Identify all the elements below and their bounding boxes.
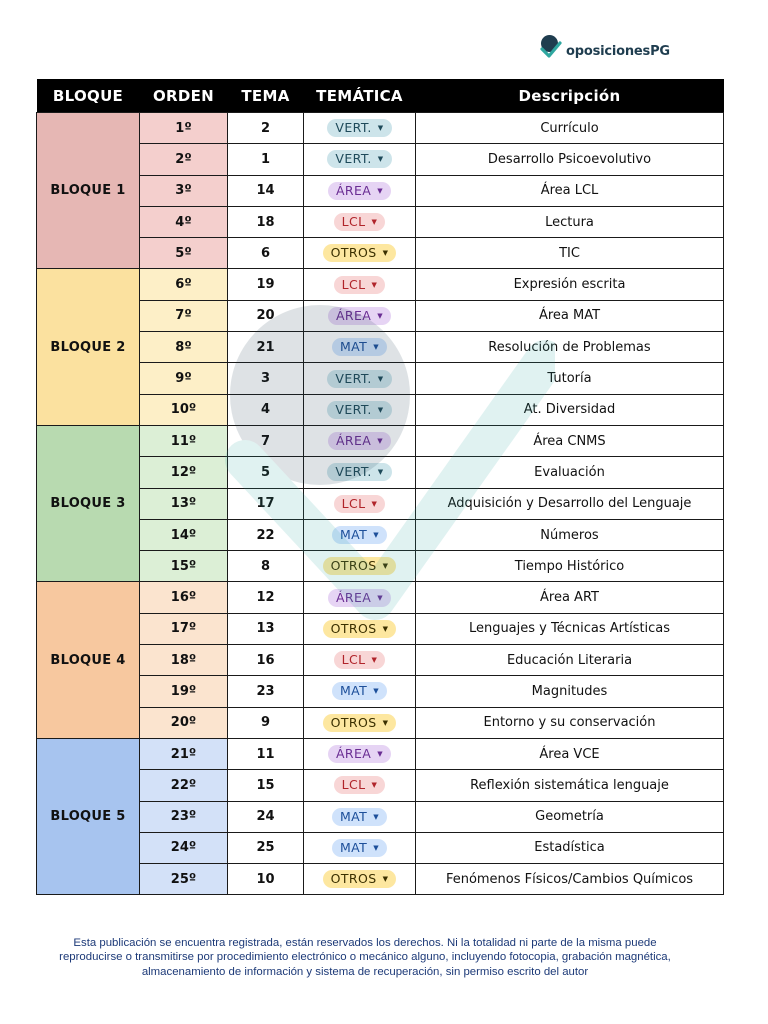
copyright-line-3: almacenamiento de información y sistema de recuperación, sin permiso escrito del autor	[141, 965, 589, 978]
caret-down-icon: ▼	[382, 875, 389, 884]
tematica-cell	[304, 707, 416, 738]
tematica-dropdown[interactable]	[328, 307, 391, 325]
tematica-cell	[304, 738, 416, 769]
tema-cell: 22	[228, 519, 304, 550]
tema-cell: 24	[228, 801, 304, 832]
tema-cell: 17	[228, 488, 304, 519]
tematica-dropdown[interactable]	[332, 808, 387, 826]
table-row	[37, 551, 724, 582]
tematica-dropdown[interactable]	[323, 620, 397, 638]
descripcion-cell: Lectura	[416, 206, 724, 237]
descripcion-cell: At. Diversidad	[416, 394, 724, 425]
tematica-cell	[304, 864, 416, 895]
descripcion-cell: Área CNMS	[416, 425, 724, 456]
tematica-dropdown[interactable]	[327, 150, 391, 168]
caret-down-icon: ▼	[373, 843, 379, 852]
tematica-cell	[304, 300, 416, 331]
tematica-cell	[304, 457, 416, 488]
tematica-dropdown[interactable]	[334, 213, 386, 231]
orden-cell: 25º	[140, 864, 228, 895]
orden-cell: 9º	[140, 363, 228, 394]
tematica-dropdown[interactable]	[332, 839, 387, 857]
descripcion-cell: Desarrollo Psicoevolutivo	[416, 144, 724, 175]
tema-cell: 9	[228, 707, 304, 738]
caret-down-icon: ▼	[371, 218, 378, 227]
tema-cell: 10	[228, 864, 304, 895]
descripcion-cell: Currículo	[416, 113, 724, 144]
bloque-label: BLOQUE 5	[37, 738, 140, 894]
table-row	[37, 582, 724, 613]
orden-cell: 24º	[140, 832, 228, 863]
temario-table	[36, 79, 724, 895]
table-row	[37, 645, 724, 676]
tematica-value: MAT	[340, 339, 368, 355]
bloque-label: BLOQUE 3	[37, 425, 140, 581]
tema-cell: 16	[228, 645, 304, 676]
caret-down-icon: ▼	[382, 249, 389, 258]
table-row	[37, 144, 724, 175]
tema-cell: 5	[228, 457, 304, 488]
orden-cell: 5º	[140, 238, 228, 269]
tematica-dropdown[interactable]	[328, 745, 391, 763]
tematica-cell	[304, 113, 416, 144]
tematica-value: LCL	[341, 214, 366, 230]
tematica-value: VERT.	[335, 464, 372, 480]
descripcion-cell: TIC	[416, 238, 724, 269]
tematica-dropdown[interactable]	[327, 370, 391, 388]
caret-down-icon: ▼	[373, 687, 379, 696]
tematica-value: OTROS	[330, 714, 377, 730]
tematica-value: MAT	[340, 839, 368, 855]
tematica-value: LCL	[341, 495, 366, 511]
caret-down-icon: ▼	[377, 468, 384, 477]
orden-cell: 23º	[140, 801, 228, 832]
table-row	[37, 488, 724, 519]
caret-down-icon: ▼	[373, 343, 379, 352]
tematica-cell	[304, 613, 416, 644]
descripcion-cell: Tutoría	[416, 363, 724, 394]
table-row	[37, 425, 724, 456]
header-bloque: BLOQUE	[37, 79, 140, 113]
descripcion-cell: Reflexión sistemática lenguaje	[416, 770, 724, 801]
tematica-cell	[304, 676, 416, 707]
table-row	[37, 394, 724, 425]
table-row	[37, 300, 724, 331]
tematica-cell	[304, 519, 416, 550]
header-tematica: TEMÁTICA	[304, 79, 416, 113]
caret-down-icon: ▼	[371, 656, 378, 665]
tema-cell: 2	[228, 113, 304, 144]
tema-cell: 1	[228, 144, 304, 175]
tematica-cell	[304, 144, 416, 175]
copyright-line-1: Esta publicación se encuentra registrada, están reservados los derechos. Ni la totalidad ni parte de la misma puede	[73, 937, 657, 949]
tematica-cell	[304, 801, 416, 832]
tematica-cell	[304, 832, 416, 863]
orden-cell: 12º	[140, 457, 228, 488]
tematica-cell	[304, 582, 416, 613]
caret-down-icon: ▼	[377, 437, 384, 446]
orden-cell: 6º	[140, 269, 228, 300]
logo-pg: PG	[650, 43, 670, 59]
table-row	[37, 238, 724, 269]
table-row	[37, 519, 724, 550]
tematica-dropdown[interactable]	[334, 651, 386, 669]
tematica-cell	[304, 269, 416, 300]
tematica-dropdown[interactable]	[328, 432, 391, 450]
descripcion-cell: Área MAT	[416, 300, 724, 331]
table-row	[37, 738, 724, 769]
descripcion-cell: Área VCE	[416, 738, 724, 769]
tematica-value: ÁREA	[335, 182, 372, 198]
tema-cell: 19	[228, 269, 304, 300]
table-row	[37, 113, 724, 144]
caret-down-icon: ▼	[382, 718, 389, 727]
orden-cell: 21º	[140, 738, 228, 769]
tema-cell: 23	[228, 676, 304, 707]
tematica-cell	[304, 363, 416, 394]
tematica-dropdown[interactable]	[334, 276, 386, 294]
tematica-dropdown[interactable]	[332, 526, 387, 544]
orden-cell: 13º	[140, 488, 228, 519]
tematica-value: ÁREA	[335, 307, 372, 323]
table-body	[37, 113, 724, 895]
table-row	[37, 801, 724, 832]
caret-down-icon: ▼	[371, 280, 378, 289]
orden-cell: 19º	[140, 676, 228, 707]
tematica-value: OTROS	[330, 871, 377, 887]
tema-cell: 3	[228, 363, 304, 394]
tematica-value: MAT	[340, 527, 368, 542]
tema-cell: 6	[228, 238, 304, 269]
tematica-dropdown[interactable]	[323, 557, 397, 575]
caret-down-icon: ▼	[377, 405, 384, 414]
bloque-label: BLOQUE 2	[37, 269, 140, 425]
caret-down-icon: ▼	[377, 374, 384, 383]
tematica-value: LCL	[341, 276, 366, 292]
tema-cell: 21	[228, 332, 304, 363]
table-row	[37, 832, 724, 863]
tematica-cell	[304, 488, 416, 519]
tematica-cell	[304, 645, 416, 676]
tematica-value: VERT.	[335, 151, 372, 167]
copyright-notice	[20, 936, 710, 979]
caret-down-icon: ▼	[377, 311, 384, 320]
tematica-value: ÁREA	[335, 746, 372, 762]
tematica-value: ÁREA	[335, 433, 372, 449]
orden-cell: 17º	[140, 613, 228, 644]
caret-down-icon: ▼	[371, 781, 378, 790]
descripcion-cell: Resolución de Problemas	[416, 332, 724, 363]
orden-cell: 2º	[140, 144, 228, 175]
orden-cell: 4º	[140, 206, 228, 237]
table-row	[37, 363, 724, 394]
descripcion-cell: Evaluación	[416, 457, 724, 488]
tematica-value: MAT	[340, 683, 368, 699]
orden-cell: 10º	[140, 394, 228, 425]
tematica-value: MAT	[340, 808, 368, 824]
table-row	[37, 457, 724, 488]
descripcion-cell: Lenguajes y Técnicas Artísticas	[416, 613, 724, 644]
orden-cell: 8º	[140, 332, 228, 363]
header-tema: TEMA	[228, 79, 304, 113]
tematica-value: OTROS	[330, 620, 377, 636]
tematica-cell	[304, 770, 416, 801]
tema-cell: 4	[228, 394, 304, 425]
table-header-row	[37, 79, 724, 113]
descripcion-cell: Adquisición y Desarrollo del Lenguaje	[416, 488, 724, 519]
table-row	[37, 770, 724, 801]
bloque-label: BLOQUE 4	[37, 582, 140, 738]
descripcion-cell: Números	[416, 519, 724, 550]
caret-down-icon: ▼	[377, 186, 384, 195]
caret-down-icon: ▼	[373, 812, 379, 821]
copyright-line-2: reproducirse o transmitirse por procedimiento electrónico o mecánico alguno, incluyendo fotocopia, grabación magnética,	[59, 951, 671, 964]
tematica-dropdown[interactable]	[327, 119, 391, 137]
table-row	[37, 206, 724, 237]
logo-check-icon	[540, 35, 564, 61]
tematica-cell	[304, 425, 416, 456]
tematica-value: VERT.	[335, 120, 372, 136]
table-row	[37, 676, 724, 707]
caret-down-icon: ▼	[371, 499, 378, 508]
bloque-label: BLOQUE 1	[37, 113, 140, 269]
tematica-dropdown[interactable]	[327, 401, 391, 419]
tema-cell: 7	[228, 425, 304, 456]
orden-cell: 22º	[140, 770, 228, 801]
orden-cell: 1º	[140, 113, 228, 144]
caret-down-icon: ▼	[382, 624, 389, 633]
tematica-cell	[304, 175, 416, 206]
tematica-dropdown[interactable]	[332, 338, 387, 356]
header-orden: ORDEN	[140, 79, 228, 113]
descripcion-cell: Geometría	[416, 801, 724, 832]
caret-down-icon: ▼	[382, 562, 389, 571]
tema-cell: 12	[228, 582, 304, 613]
orden-cell: 11º	[140, 425, 228, 456]
tematica-value: LCL	[341, 652, 366, 668]
caret-down-icon: ▼	[377, 155, 384, 164]
tematica-value: LCL	[341, 777, 366, 793]
tema-cell: 14	[228, 175, 304, 206]
caret-down-icon: ▼	[373, 531, 379, 539]
tema-cell: 20	[228, 300, 304, 331]
orden-cell: 16º	[140, 582, 228, 613]
tematica-value: VERT.	[335, 370, 372, 386]
descripcion-cell: Expresión escrita	[416, 269, 724, 300]
tema-cell: 13	[228, 613, 304, 644]
table-row	[37, 332, 724, 363]
table-row	[37, 864, 724, 895]
table-row	[37, 175, 724, 206]
logo-text	[566, 38, 670, 59]
tematica-dropdown[interactable]	[323, 714, 397, 732]
tematica-dropdown[interactable]	[328, 589, 391, 607]
orden-cell: 14º	[140, 519, 228, 550]
descripcion-cell: Magnitudes	[416, 676, 724, 707]
table-row	[37, 707, 724, 738]
orden-cell: 20º	[140, 707, 228, 738]
tema-cell: 18	[228, 206, 304, 237]
tematica-value: OTROS	[330, 558, 377, 574]
tematica-cell	[304, 238, 416, 269]
table-row	[37, 613, 724, 644]
caret-down-icon: ▼	[377, 750, 384, 759]
tematica-dropdown[interactable]	[327, 463, 391, 481]
descripcion-cell: Entorno y su conservación	[416, 707, 724, 738]
tematica-dropdown[interactable]	[323, 870, 397, 888]
header-descripcion: Descripción	[416, 79, 724, 113]
caret-down-icon: ▼	[377, 593, 384, 602]
descripcion-cell: Área ART	[416, 582, 724, 613]
tematica-dropdown[interactable]	[332, 682, 387, 700]
tema-cell: 11	[228, 738, 304, 769]
tematica-dropdown[interactable]	[334, 776, 386, 794]
descripcion-cell: Estadística	[416, 832, 724, 863]
descripcion-cell: Educación Literaria	[416, 645, 724, 676]
tematica-cell	[304, 394, 416, 425]
tema-cell: 25	[228, 832, 304, 863]
descripcion-cell: Fenómenos Físicos/Cambios Químicos	[416, 864, 724, 895]
logo-word: oposiciones	[566, 43, 651, 59]
tematica-dropdown[interactable]	[334, 495, 386, 513]
tematica-value: VERT.	[335, 401, 372, 417]
table-row	[37, 269, 724, 300]
tematica-cell	[304, 332, 416, 363]
tema-cell: 8	[228, 551, 304, 582]
tematica-dropdown[interactable]	[328, 182, 391, 200]
caret-down-icon: ▼	[377, 124, 384, 133]
tematica-cell	[304, 551, 416, 582]
descripcion-cell: Área LCL	[416, 175, 724, 206]
orden-cell: 3º	[140, 175, 228, 206]
orden-cell: 15º	[140, 551, 228, 582]
brand-logo	[540, 34, 670, 62]
tematica-dropdown[interactable]	[323, 244, 397, 262]
tema-cell: 15	[228, 770, 304, 801]
descripcion-cell: Tiempo Histórico	[416, 551, 724, 582]
orden-cell: 18º	[140, 645, 228, 676]
tematica-value: OTROS	[330, 245, 377, 261]
tematica-value: ÁREA	[335, 589, 372, 605]
tematica-cell	[304, 206, 416, 237]
orden-cell: 7º	[140, 300, 228, 331]
